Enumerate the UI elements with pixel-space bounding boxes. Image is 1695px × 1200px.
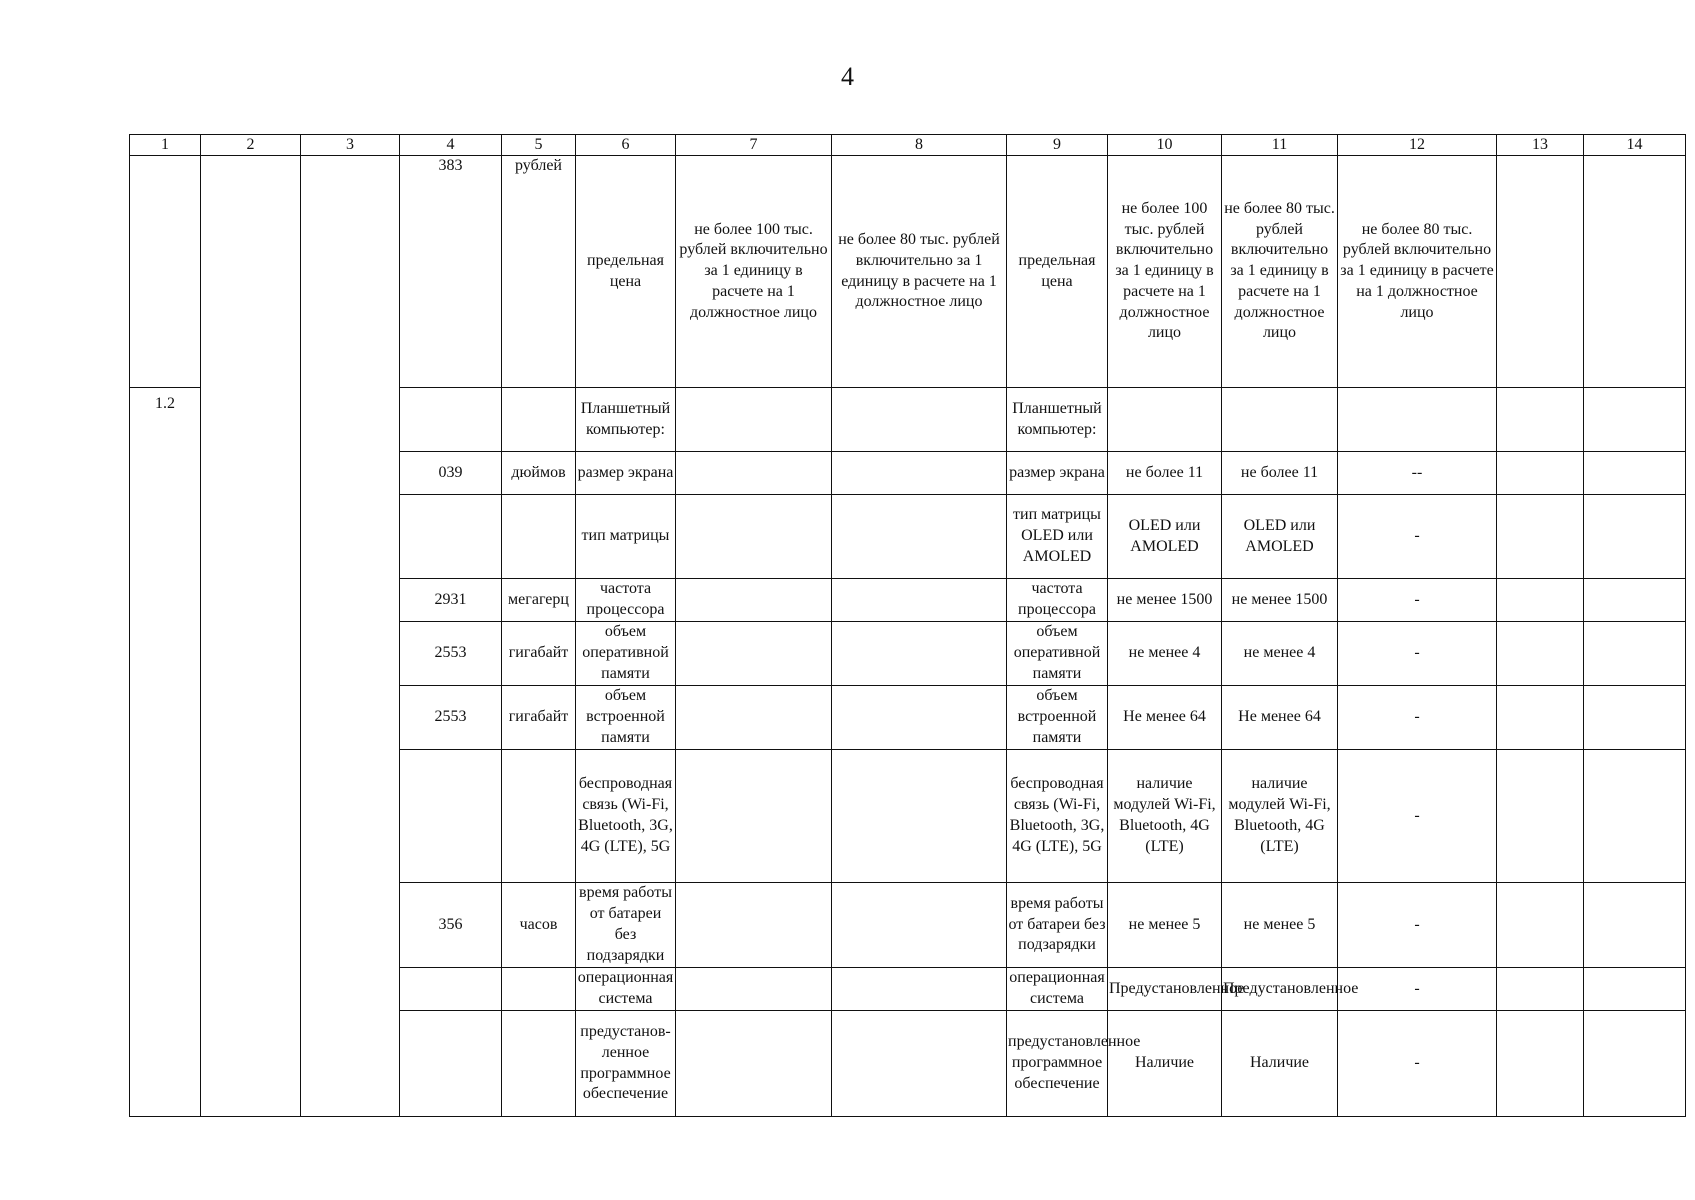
okei-code-cell: 383 [400, 156, 502, 388]
value-cell [676, 686, 832, 750]
row-number-cell [130, 156, 201, 388]
characteristic-cell: время работы от батареи без подзарядки [1007, 883, 1108, 968]
characteristic-cell: частота процессора [1007, 579, 1108, 622]
value-cell: не более 80 тыс. рублей включительно за 1 единицу в расчете на 1 должностное лицо [1222, 156, 1338, 388]
empty-cell [1497, 495, 1584, 579]
value-cell: не более 80 тыс. рублей включительно за 1 единицу в расчете на 1 должностное лицо [832, 156, 1007, 388]
characteristic-cell: беспроводная связь (Wi-Fi, Bluetooth, 3G, 4G (LTE), 5G [1007, 750, 1108, 883]
characteristic-cell: предельная цена [1007, 156, 1108, 388]
empty-cell [1584, 388, 1686, 452]
value-cell [676, 622, 832, 686]
value-cell [832, 750, 1007, 883]
page-number: 4 [841, 62, 854, 91]
value-cell: наличие модулей Wi-Fi, Bluetooth, 4G (LTE) [1108, 750, 1222, 883]
unit-cell: часов [502, 883, 576, 968]
okei-code-cell [400, 968, 502, 1011]
unit-cell: гигабайт [502, 686, 576, 750]
value-cell [832, 1011, 1007, 1117]
empty-cell [1497, 579, 1584, 622]
col-number: 7 [676, 135, 832, 156]
value-cell: наличие модулей Wi-Fi, Bluetooth, 4G (LTE) [1222, 750, 1338, 883]
unit-cell: мегагерц [502, 579, 576, 622]
unit-cell [502, 968, 576, 1011]
okei-code-cell [400, 1011, 502, 1117]
value-cell [832, 495, 1007, 579]
unit-cell [502, 495, 576, 579]
characteristic-cell: операционная система [1007, 968, 1108, 1011]
value-cell [676, 452, 832, 495]
value-cell: - [1338, 622, 1497, 686]
requirements-table [129, 134, 1686, 1117]
value-cell: Наличие [1222, 1011, 1338, 1117]
col-number: 11 [1222, 135, 1338, 156]
value-cell [832, 452, 1007, 495]
empty-cell [1497, 622, 1584, 686]
characteristic-cell: операционная система [576, 968, 676, 1011]
empty-cell [1584, 452, 1686, 495]
unit-cell: рублей [502, 156, 576, 388]
row-number-cell: 1.2 [130, 388, 201, 1117]
value-cell [1108, 388, 1222, 452]
col-number: 1 [130, 135, 201, 156]
col-number: 5 [502, 135, 576, 156]
value-cell [676, 968, 832, 1011]
characteristic-cell: время работы от батареи без подзарядки [576, 883, 676, 968]
value-cell [832, 622, 1007, 686]
characteristic-cell: Планшетный компьютер: [1007, 388, 1108, 452]
col-number: 4 [400, 135, 502, 156]
value-cell: Не менее 64 [1108, 686, 1222, 750]
value-cell [1338, 388, 1497, 452]
empty-cell [1497, 686, 1584, 750]
value-cell: не менее 1500 [1108, 579, 1222, 622]
empty-cell [1584, 1011, 1686, 1117]
okei-code-cell: 356 [400, 883, 502, 968]
empty-cell [1584, 968, 1686, 1011]
empty-cell [1584, 883, 1686, 968]
value-cell: не более 11 [1108, 452, 1222, 495]
value-cell [832, 883, 1007, 968]
value-cell [676, 579, 832, 622]
value-cell: - [1338, 579, 1497, 622]
value-cell: - [1338, 750, 1497, 883]
okei-code-cell: 2931 [400, 579, 502, 622]
value-cell [832, 579, 1007, 622]
value-cell: не менее 5 [1222, 883, 1338, 968]
col-number: 12 [1338, 135, 1497, 156]
empty-cell [1497, 452, 1584, 495]
col3-cell [301, 156, 400, 1117]
characteristic-cell: объем оперативной памяти [576, 622, 676, 686]
value-cell: - [1338, 883, 1497, 968]
characteristic-cell: беспроводная связь (Wi-Fi, Bluetooth, 3G, 4G (LTE), 5G [576, 750, 676, 883]
value-cell [676, 495, 832, 579]
characteristic-cell: размер экрана [1007, 452, 1108, 495]
empty-cell [1584, 686, 1686, 750]
value-cell [832, 686, 1007, 750]
empty-cell [1497, 156, 1584, 388]
value-cell [1222, 388, 1338, 452]
empty-cell [1497, 750, 1584, 883]
unit-cell [502, 750, 576, 883]
characteristic-cell: объем встроенной памяти [576, 686, 676, 750]
characteristic-cell: предельная цена [576, 156, 676, 388]
col-number: 14 [1584, 135, 1686, 156]
okei-code-cell: 039 [400, 452, 502, 495]
value-cell: не менее 5 [1108, 883, 1222, 968]
empty-cell [1497, 883, 1584, 968]
value-cell: -- [1338, 452, 1497, 495]
value-cell: - [1338, 686, 1497, 750]
value-cell: Наличие [1108, 1011, 1222, 1117]
value-cell: Предустановленное [1222, 968, 1338, 1011]
empty-cell [1584, 622, 1686, 686]
okei-code-cell: 2553 [400, 622, 502, 686]
value-cell: не более 100 тыс. рублей включительно за 1 единицу в расчете на 1 должностное лицо [1108, 156, 1222, 388]
empty-cell [1497, 388, 1584, 452]
unit-cell [502, 388, 576, 452]
col-number: 8 [832, 135, 1007, 156]
empty-cell [1584, 750, 1686, 883]
unit-cell: дюймов [502, 452, 576, 495]
value-cell: - [1338, 1011, 1497, 1117]
characteristic-cell: Планшетный компьютер: [576, 388, 676, 452]
value-cell [676, 883, 832, 968]
col-number: 2 [201, 135, 301, 156]
characteristic-cell: предустановленное программное обеспечение [1007, 1011, 1108, 1117]
value-cell: OLED или AMOLED [1222, 495, 1338, 579]
col-number: 10 [1108, 135, 1222, 156]
characteristic-cell: тип матрицы OLED или AMOLED [1007, 495, 1108, 579]
empty-cell [1497, 968, 1584, 1011]
table-row [130, 156, 1686, 388]
value-cell: - [1338, 495, 1497, 579]
value-cell [832, 968, 1007, 1011]
value-cell: - [1338, 968, 1497, 1011]
value-cell: не более 11 [1222, 452, 1338, 495]
col2-cell [201, 156, 301, 1117]
characteristic-cell: объем оперативной памяти [1007, 622, 1108, 686]
value-cell: не менее 4 [1222, 622, 1338, 686]
okei-code-cell [400, 495, 502, 579]
value-cell [832, 388, 1007, 452]
value-cell [676, 1011, 832, 1117]
column-number-row [130, 135, 1686, 156]
empty-cell [1584, 579, 1686, 622]
characteristic-cell: предустанов-ленное программное обеспечение [576, 1011, 676, 1117]
col-number: 13 [1497, 135, 1584, 156]
characteristic-cell: тип матрицы [576, 495, 676, 579]
value-cell: Не менее 64 [1222, 686, 1338, 750]
value-cell: OLED или AMOLED [1108, 495, 1222, 579]
unit-cell [502, 1011, 576, 1117]
col-number: 3 [301, 135, 400, 156]
col-number: 9 [1007, 135, 1108, 156]
value-cell: не менее 4 [1108, 622, 1222, 686]
col-number: 6 [576, 135, 676, 156]
okei-code-cell: 2553 [400, 686, 502, 750]
value-cell: не менее 1500 [1222, 579, 1338, 622]
characteristic-cell: частота процессора [576, 579, 676, 622]
empty-cell [1497, 1011, 1584, 1117]
value-cell: не более 80 тыс. рублей включительно за 1 единицу в расчете на 1 должностное лицо [1338, 156, 1497, 388]
value-cell: Предустановленное [1108, 968, 1222, 1011]
value-cell: не более 100 тыс. рублей включительно за 1 единицу в расчете на 1 должностное лицо [676, 156, 832, 388]
unit-cell: гигабайт [502, 622, 576, 686]
empty-cell [1584, 156, 1686, 388]
empty-cell [1584, 495, 1686, 579]
characteristic-cell: объем встроенной памяти [1007, 686, 1108, 750]
characteristic-cell: размер экрана [576, 452, 676, 495]
value-cell [676, 388, 832, 452]
value-cell [676, 750, 832, 883]
okei-code-cell [400, 750, 502, 883]
okei-code-cell [400, 388, 502, 452]
